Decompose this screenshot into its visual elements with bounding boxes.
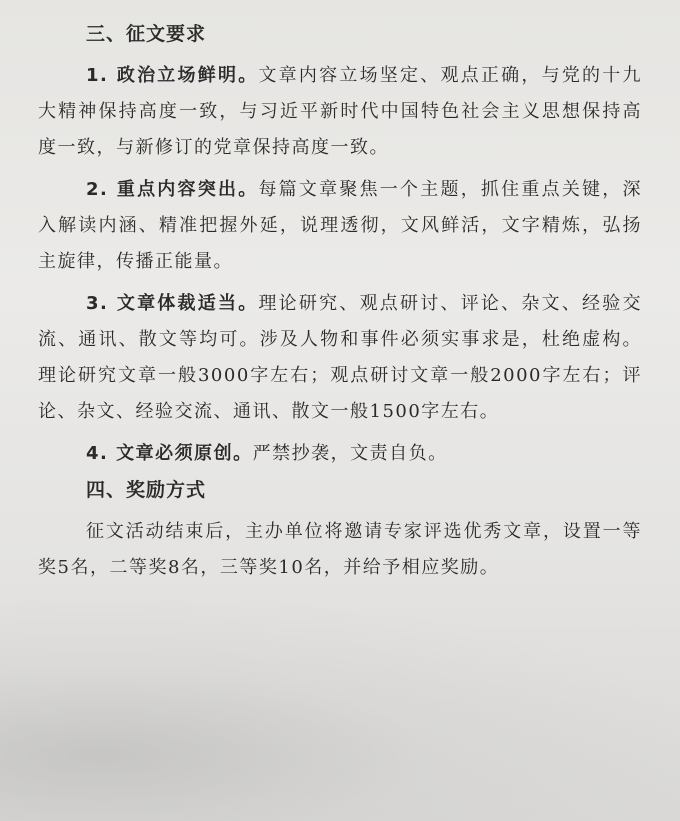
- section-heading-rewards: 四、奖励方式: [86, 479, 207, 501]
- requirement-item-3: [38, 286, 642, 430]
- requirement-item-4-body: 严禁抄袭，文责自负。: [252, 443, 448, 464]
- requirement-item-2: [38, 172, 642, 280]
- requirement-item-1: [38, 58, 642, 166]
- document-body: [38, 16, 642, 586]
- requirement-item-4-lead: 4. 文章必须原创。: [86, 443, 253, 464]
- requirement-item-1-body: 文章内容立场坚定、观点正确，与党的十九大精神保持高度一致，与习近平新时代中国特色社会主义思想保持高度一致，与新修订的党章保持高度一致。: [38, 65, 642, 158]
- section-heading-requirements: 三、征文要求: [86, 23, 207, 45]
- requirement-item-3-body: 理论研究、观点研讨、评论、杂文、经验交流、通讯、散文等均可。涉及人物和事件必须实事求是，杜绝虚构。理论研究文章一般3000字左右；观点研讨文章一般2000字左右；评论、杂文、经验交流、通讯、散文一般1500字左右。: [38, 293, 642, 422]
- requirement-item-1-lead: 1. 政治立场鲜明。: [86, 65, 259, 86]
- rewards-paragraph: 征文活动结束后，主办单位将邀请专家评选优秀文章，设置一等奖5名，二等奖8名，三等奖10名，并给予相应奖励。: [38, 521, 642, 578]
- shadow-overlay: [0, 600, 680, 821]
- requirement-item-2-body: 每篇文章聚焦一个主题，抓住重点关键，深入解读内涵、精准把握外延，说理透彻，文风鲜活，文字精炼，弘扬主旋律，传播正能量。: [38, 179, 642, 272]
- requirement-item-2-lead: 2. 重点内容突出。: [86, 179, 259, 200]
- requirement-item-4: [38, 436, 642, 472]
- requirement-item-3-lead: 3. 文章体裁适当。: [86, 293, 259, 314]
